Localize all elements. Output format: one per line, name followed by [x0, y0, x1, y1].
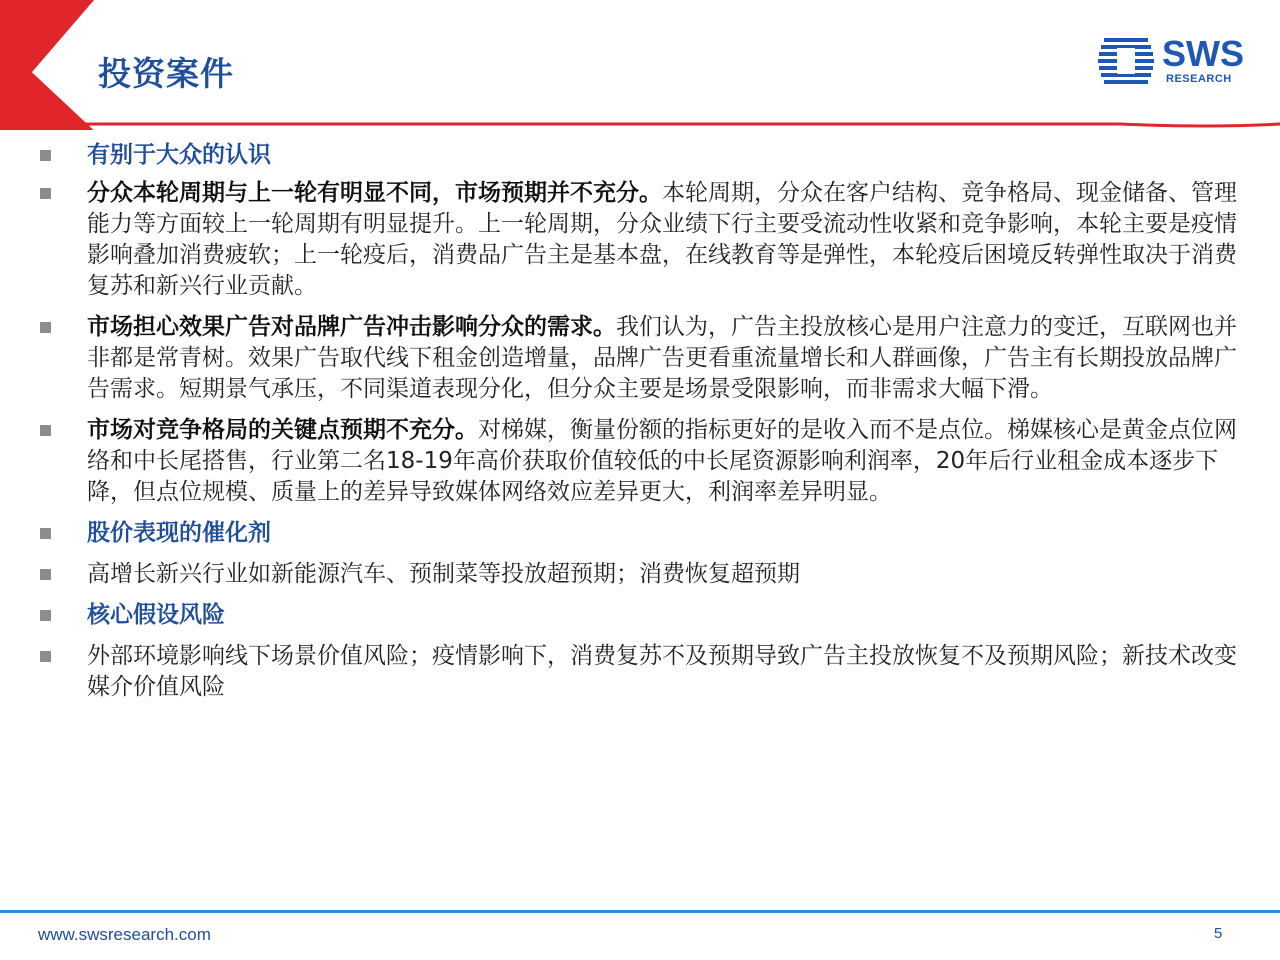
bullet-icon	[40, 425, 51, 436]
item-text	[87, 415, 1237, 508]
section-heading	[0, 140, 1280, 171]
bullet-icon	[40, 569, 51, 580]
item-lead: 市场对竞争格局的关键点预期不充分。	[87, 417, 478, 443]
sws-logo	[1098, 34, 1258, 90]
footer-divider	[0, 910, 1280, 913]
list-item	[0, 312, 1280, 405]
page-title: 投资案件	[98, 54, 234, 93]
heading-text: 核心假设风险	[87, 602, 225, 628]
item-text	[87, 312, 1237, 405]
bullet-icon	[40, 150, 51, 161]
footer-url[interactable]: www.swsresearch.com	[38, 925, 211, 944]
item-body: 高增长新兴行业如新能源汽车、预制菜等投放超预期；消费恢复超预期	[87, 561, 800, 587]
item-text	[87, 641, 1237, 703]
item-body: 对梯媒，衡量份额的指标更好的是收入而不是点位。梯媒核心是黄金点位网络和中长尾搭售，行业第二名18-19年高价获取价值较低的中长尾资源影响利润率，20年后行业租金成本逐步下降，但点位规模、质量上的差异导致媒体网络效应差异更大，利润率差异明显。	[87, 417, 1237, 505]
bullet-icon	[40, 528, 51, 539]
bullet-icon	[40, 188, 51, 199]
item-text	[87, 559, 1237, 590]
section-heading	[0, 600, 1280, 631]
page-number: 5	[1214, 925, 1223, 942]
bullet-icon	[40, 322, 51, 333]
item-body: 我们认为，广告主投放核心是用户注意力的变迁，互联网也并非都是常青树。效果广告取代线下租金创造增量，品牌广告更看重流量增长和人群画像，广告主有长期投放品牌广告需求。短期景气承压，不同渠道表现分化，但分众主要是场景受限影响，而非需求大幅下滑。	[87, 314, 1237, 402]
bullet-icon	[40, 651, 51, 662]
slide-content	[0, 140, 1280, 703]
section-heading	[0, 518, 1280, 549]
sws-logo-icon	[1098, 34, 1156, 90]
slide-header	[0, 0, 1280, 130]
logo-brand: SWS	[1162, 33, 1245, 74]
item-lead: 分众本轮周期与上一轮有明显不同，市场预期并不充分。	[87, 180, 662, 206]
item-body: 外部环境影响线下场景价值风险；疫情影响下，消费复苏不及预期导致广告主投放恢复不及预期风险；新技术改变媒介价值风险	[87, 643, 1237, 700]
list-item	[0, 559, 1280, 590]
item-text	[87, 178, 1237, 302]
list-item	[0, 641, 1280, 703]
item-body: 本轮周期，分众在客户结构、竞争格局、现金储备、管理能力等方面较上一轮周期有明显提升。上一轮周期，分众业绩下行主要受流动性收紧和竞争影响，本轮主要是疫情影响叠加消费疲软；上一轮疫后，消费品广告主是基本盘，在线教育等是弹性，本轮疫后困境反转弹性取决于消费复苏和新兴行业贡献。	[87, 180, 1237, 299]
list-item	[0, 415, 1280, 508]
bullet-icon	[40, 610, 51, 621]
logo-subtitle: RESEARCH	[1166, 73, 1232, 85]
heading-text: 有别于大众的认识	[87, 142, 271, 168]
item-lead: 市场担心效果广告对品牌广告冲击影响分众的需求。	[87, 314, 616, 340]
list-item	[0, 178, 1280, 302]
heading-text: 股价表现的催化剂	[87, 520, 271, 546]
